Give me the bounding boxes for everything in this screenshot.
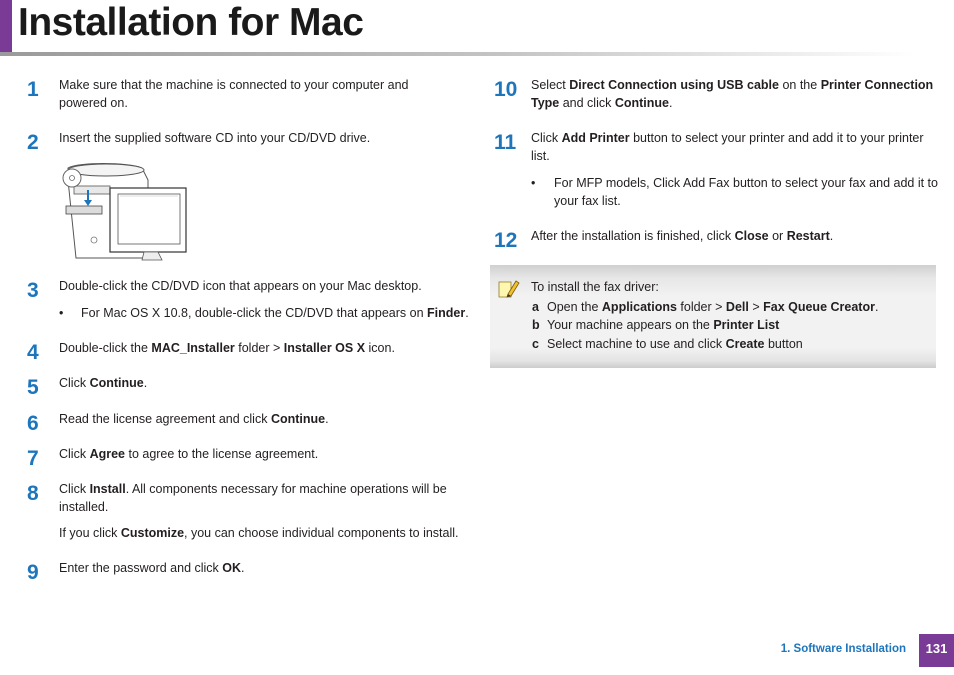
bold-run: Install (89, 482, 126, 496)
step-number-2: 2 (27, 131, 39, 154)
bold-run: Continue (89, 376, 144, 390)
footer-section-label: 1. Software Installation (780, 643, 906, 655)
step-number-10: 10 (494, 78, 518, 101)
bold-run: Installer OS X (283, 341, 366, 355)
step-text-7 (59, 445, 469, 463)
bold-run: Direct Connection using USB cable (569, 78, 779, 92)
step-text-10 (531, 76, 941, 112)
step-text-3: Double-click the CD/DVD icon that appears on your Mac desktop. (59, 279, 422, 293)
step-text-4 (59, 339, 469, 357)
text-run: Click (59, 482, 90, 496)
text-run: Double-click the (59, 341, 152, 355)
note-item-letter-b: b (532, 318, 540, 332)
text-run: . (325, 412, 329, 426)
step-text-5 (59, 374, 469, 392)
bold-run: Restart (786, 229, 830, 243)
bold-run: MAC_Installer (151, 341, 235, 355)
step-number-7: 7 (27, 447, 39, 470)
step-8-extra-text (59, 524, 479, 542)
text-run: icon. (365, 341, 395, 355)
bullet-dot: • (59, 306, 64, 320)
text-run: . (143, 376, 148, 390)
bold-run: Applications (601, 300, 677, 314)
step-text-12 (531, 227, 941, 245)
mac-cd-insert-illustration (58, 160, 190, 264)
note-item-c (547, 335, 803, 353)
step-text-6 (59, 410, 469, 428)
bold-run: OK (222, 561, 242, 575)
text-run: Click (59, 447, 90, 461)
title-accent-bar (0, 0, 12, 52)
bold-run: Customize (120, 526, 185, 540)
step-number-4: 4 (27, 341, 39, 364)
bold-run: Create (725, 337, 765, 351)
step-number-3: 3 (27, 279, 39, 302)
text-run: button to select your printer and add it to your printer list. (531, 131, 924, 163)
text-run: If you click (59, 526, 121, 540)
text-run: and click (559, 96, 615, 110)
bold-run: Finder (427, 306, 466, 320)
text-run: . (669, 96, 673, 110)
step-number-9: 9 (27, 561, 39, 584)
text-run: Enter the password and click (59, 561, 223, 575)
text-run: button (764, 337, 803, 351)
text-run: folder > (234, 341, 284, 355)
step-text-9 (59, 559, 469, 577)
note-item-a (547, 298, 878, 316)
step-number-5: 5 (27, 376, 39, 399)
text-run: > (748, 300, 764, 314)
bold-run: Printer List (713, 318, 780, 332)
page-title: Installation for Mac (18, 1, 364, 44)
text-run: , you can choose individual components to install. (184, 526, 459, 540)
title-divider (0, 52, 915, 56)
text-run: to agree to the license agreement. (125, 447, 319, 461)
page-number-badge: 131 (919, 634, 954, 667)
text-run: . (829, 229, 834, 243)
step-number-1: 1 (27, 78, 39, 101)
note-item-letter-a: a (532, 300, 539, 314)
text-run: folder > (676, 300, 726, 314)
text-run: Your machine appears on the (547, 318, 714, 332)
bold-run: Agree (89, 447, 125, 461)
text-run: . (465, 306, 469, 320)
text-run: Open the (547, 300, 602, 314)
text-run: Select (531, 78, 570, 92)
text-run: For Mac OS X 10.8, double-click the CD/DVD that appears on (81, 306, 427, 320)
bold-run: Close (734, 229, 769, 243)
note-intro: To install the fax driver: (531, 280, 659, 294)
text-run: Click (531, 131, 562, 145)
step-text-11 (531, 129, 941, 165)
text-run: . (874, 300, 879, 314)
text-run: After the installation is finished, click (531, 229, 735, 243)
text-run: Select machine to use and click (547, 337, 726, 351)
step-11-bullet-text: For MFP models, Click Add Fax button to select your fax and add it to your fax list. (554, 176, 938, 208)
bold-run: Continue (614, 96, 670, 110)
step-3-bullet-text (81, 304, 469, 322)
text-run: Click (59, 376, 90, 390)
step-text-2: Insert the supplied software CD into your CD/DVD drive. (59, 131, 371, 145)
bold-run: Printer Connection Type (531, 78, 934, 110)
step-text-8 (59, 480, 464, 516)
text-run: Read the license agreement and click (59, 412, 271, 426)
text-run: on the (778, 78, 821, 92)
bold-run: Dell (725, 300, 749, 314)
bold-run: Fax Queue Creator (763, 300, 875, 314)
step-number-8: 8 (27, 482, 39, 505)
step-number-12: 12 (494, 229, 518, 252)
step-number-11: 11 (494, 131, 517, 154)
text-run: . All components necessary for machine operations will be installed. (59, 482, 447, 514)
text-run: . (241, 561, 245, 575)
bold-run: Continue (270, 412, 326, 426)
step-text-1: Make sure that the machine is connected to your computer and powered on. (59, 78, 409, 110)
note-pencil-icon (496, 278, 520, 302)
step-number-6: 6 (27, 412, 39, 435)
note-item-b (547, 316, 779, 334)
text-run: or (768, 229, 787, 243)
bold-run: Add Printer (561, 131, 630, 145)
bullet-dot: • (531, 176, 536, 190)
note-item-letter-c: c (532, 337, 539, 351)
